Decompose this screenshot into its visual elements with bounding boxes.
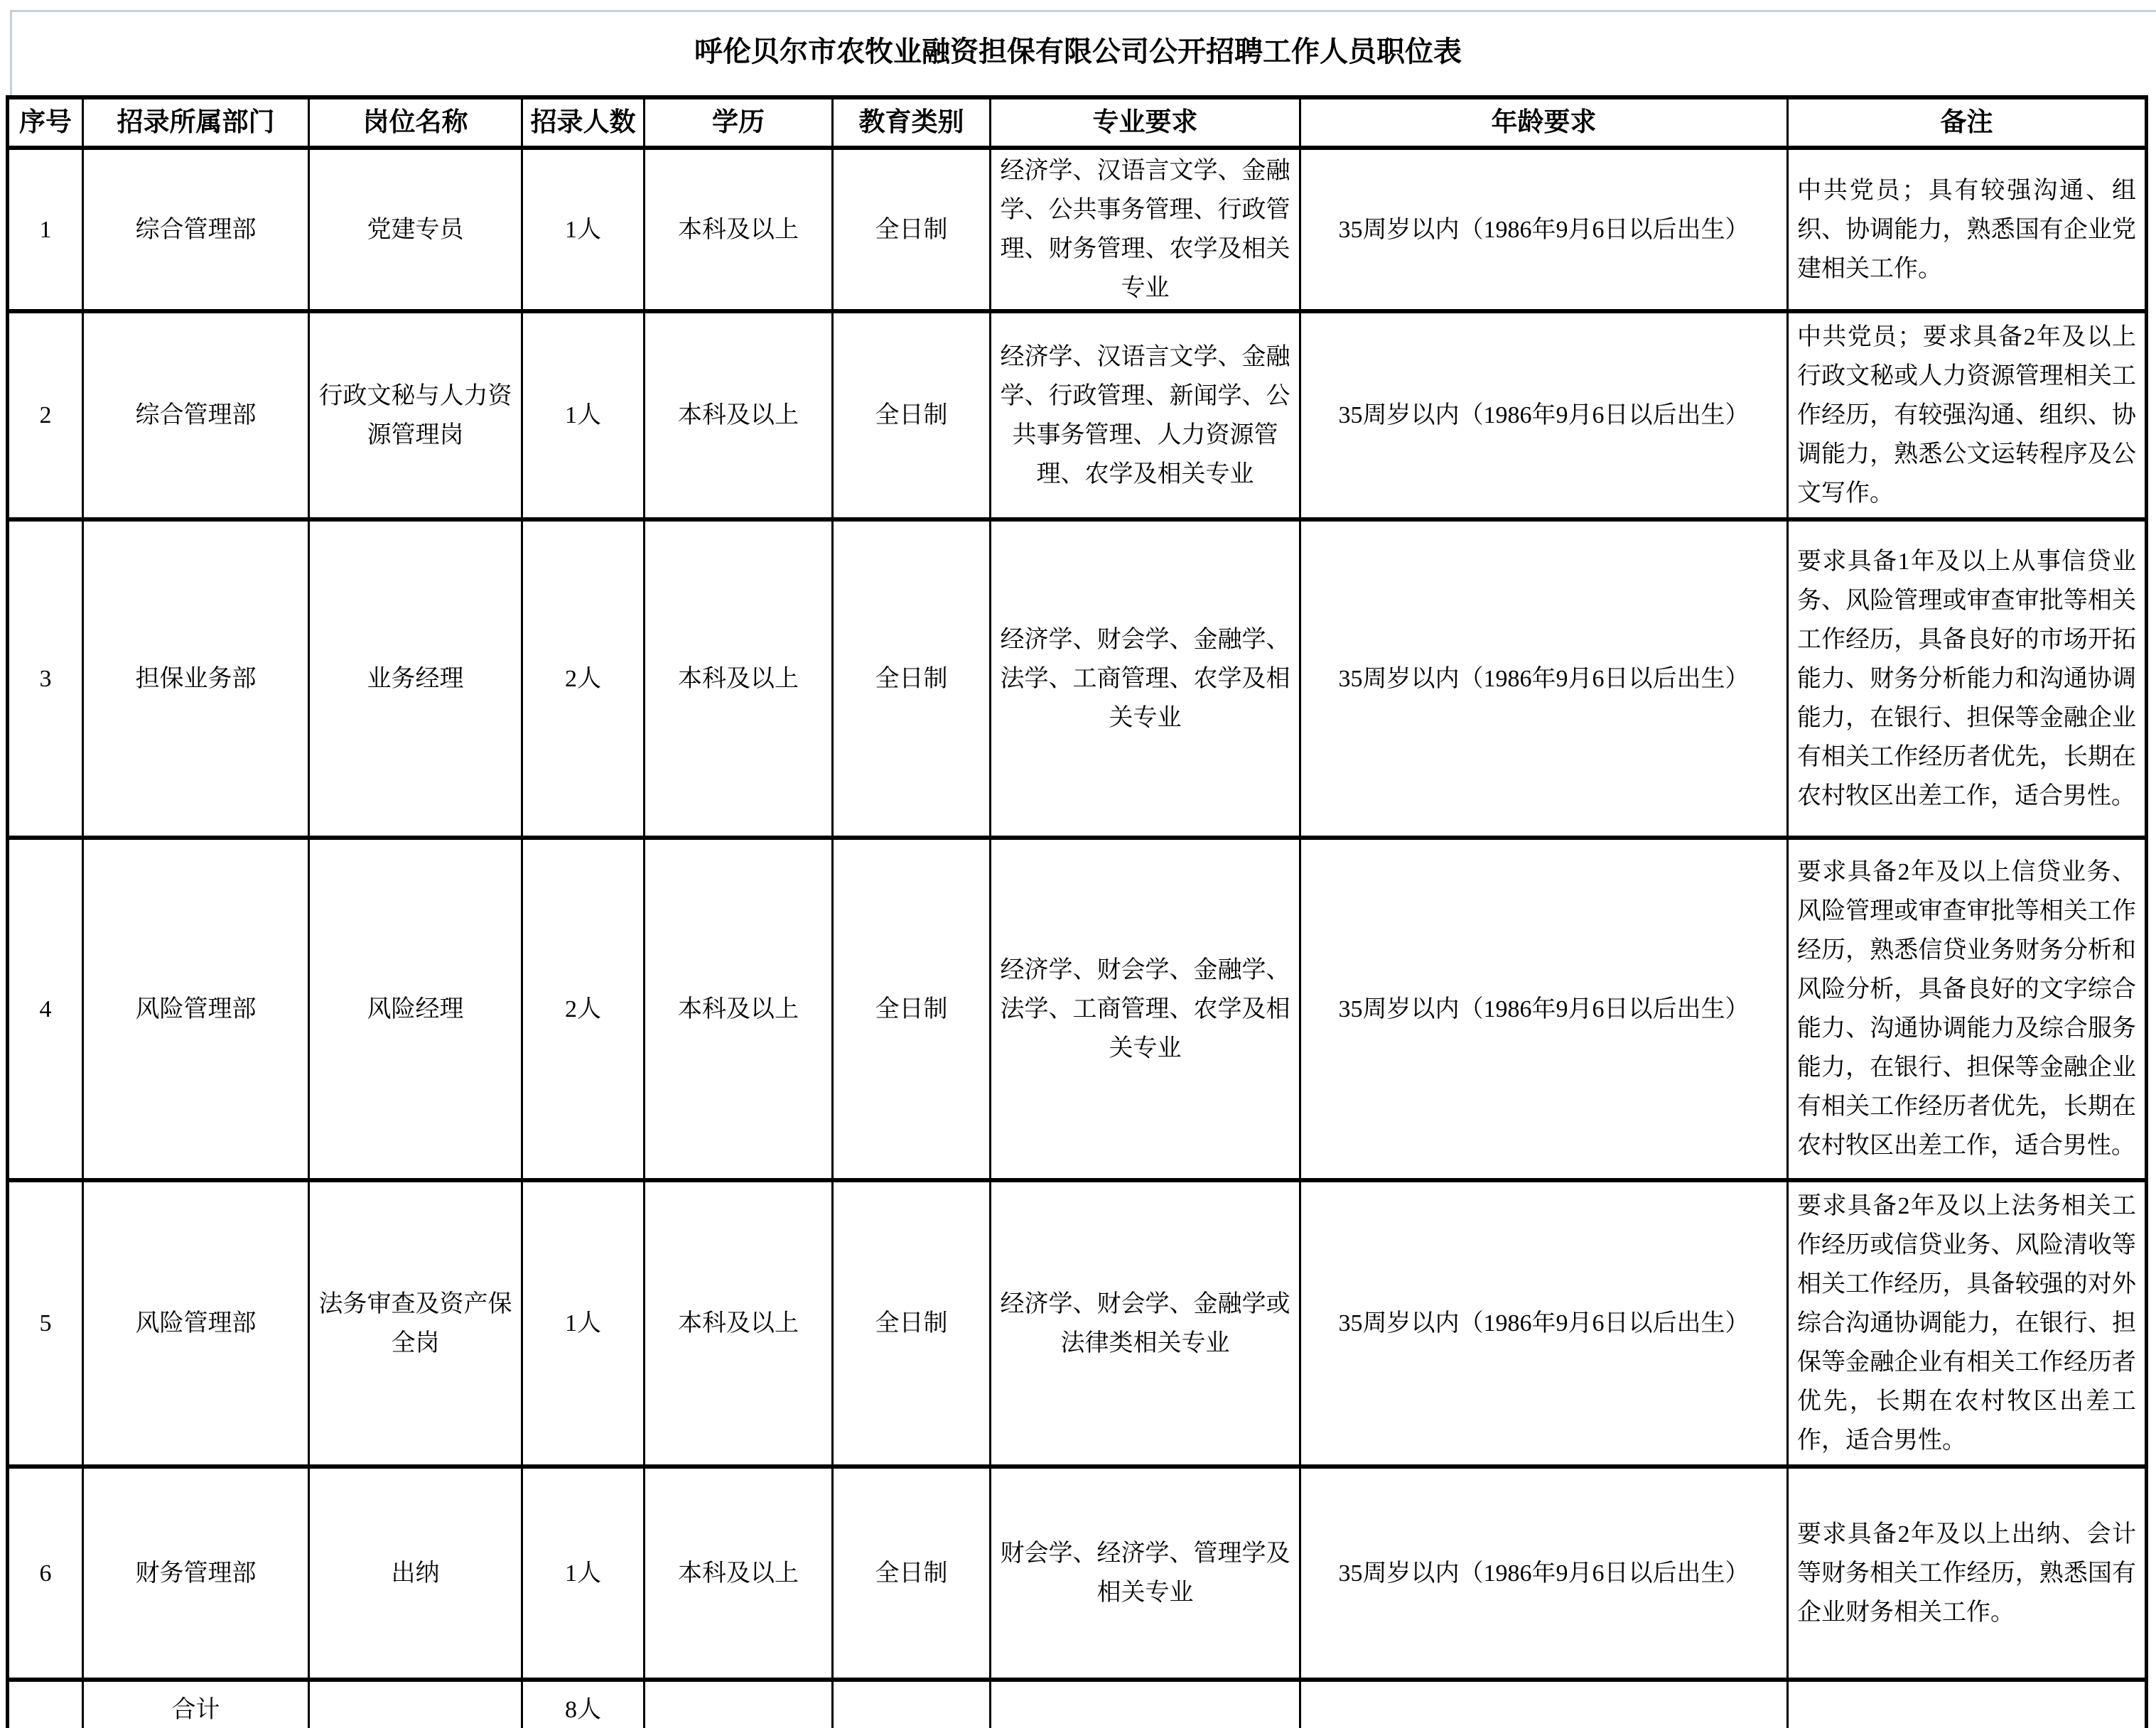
total-row — [8, 1680, 2147, 1728]
cell-seq: 2 — [8, 311, 83, 519]
cell-major: 财会学、经济学、管理学及相关专业 — [991, 1467, 1300, 1680]
cell-headcount: 1人 — [522, 1180, 645, 1467]
col-header-department: 招录所属部门 — [83, 97, 309, 148]
cell-position: 风险经理 — [309, 838, 522, 1180]
cell-empty — [1300, 1680, 1788, 1728]
cell-department: 综合管理部 — [83, 311, 309, 519]
cell-headcount: 2人 — [522, 838, 645, 1180]
cell-remarks: 中共党员；具有较强沟通、组织、协调能力，熟悉国有企业党建相关工作。 — [1788, 148, 2147, 311]
cell-education-type: 全日制 — [833, 311, 991, 519]
cell-education-type: 全日制 — [833, 519, 991, 838]
cell-major: 经济学、汉语言文学、金融学、公共事务管理、行政管理、财务管理、农学及相关专业 — [991, 148, 1300, 311]
page-title: 呼伦贝尔市农牧业融资担保有限公司公开招聘工作人员职位表 — [694, 35, 1462, 68]
cell-headcount: 1人 — [522, 311, 645, 519]
cell-education-type: 全日制 — [833, 1467, 991, 1680]
cell-education-type: 全日制 — [833, 1180, 991, 1467]
cell-seq: 3 — [8, 519, 83, 838]
cell-remarks: 中共党员；要求具备2年及以上行政文秘或人力资源管理相关工作经历，有较强沟通、组织、协调能力，熟悉公文运转程序及公文写作。 — [1788, 311, 2147, 519]
cell-education: 本科及以上 — [645, 1467, 833, 1680]
cell-empty — [309, 1680, 522, 1728]
cell-position: 出纳 — [309, 1467, 522, 1680]
table-row-5 — [8, 1180, 2147, 1467]
cell-education: 本科及以上 — [645, 838, 833, 1180]
cell-education: 本科及以上 — [645, 311, 833, 519]
header-row — [8, 97, 2147, 148]
cell-education: 本科及以上 — [645, 148, 833, 311]
cell-position: 法务审查及资产保全岗 — [309, 1180, 522, 1467]
cell-education-type: 全日制 — [833, 148, 991, 311]
cell-department: 担保业务部 — [83, 519, 309, 838]
col-header-major: 专业要求 — [991, 97, 1300, 148]
cell-empty — [991, 1680, 1300, 1728]
cell-major: 经济学、汉语言文学、金融学、行政管理、新闻学、公共事务管理、人力资源管理、农学及相关专业 — [991, 311, 1300, 519]
cell-headcount: 1人 — [522, 1467, 645, 1680]
cell-department: 财务管理部 — [83, 1467, 309, 1680]
cell-major: 经济学、财会学、金融学、法学、工商管理、农学及相关专业 — [991, 838, 1300, 1180]
cell-headcount: 1人 — [522, 148, 645, 311]
cell-department: 综合管理部 — [83, 148, 309, 311]
cell-position: 业务经理 — [309, 519, 522, 838]
cell-major: 经济学、财会学、金融学、法学、工商管理、农学及相关专业 — [991, 519, 1300, 838]
cell-remarks: 要求具备1年及以上从事信贷业务、风险管理或审查审批等相关工作经历，具备良好的市场开拓能力、财务分析能力和沟通协调能力，在银行、担保等金融企业有相关工作经历者优先，长期在农村牧区出差工作，适合男性。 — [1788, 519, 2147, 838]
cell-seq: 5 — [8, 1180, 83, 1467]
cell-remarks: 要求具备2年及以上法务相关工作经历或信贷业务、风险清收等相关工作经历，具备较强的对外综合沟通协调能力，在银行、担保等金融企业有相关工作经历者优先，长期在农村牧区出差工作，适合男性。 — [1788, 1180, 2147, 1467]
cell-position: 行政文秘与人力资源管理岗 — [309, 311, 522, 519]
cell-age: 35周岁以内（1986年9月6日以后出生） — [1300, 838, 1788, 1180]
cell-remarks: 要求具备2年及以上出纳、会计等财务相关工作经历，熟悉国有企业财务相关工作。 — [1788, 1467, 2147, 1680]
table-row-1 — [8, 148, 2147, 311]
cell-empty — [833, 1680, 991, 1728]
cell-seq: 4 — [8, 838, 83, 1180]
cell-age: 35周岁以内（1986年9月6日以后出生） — [1300, 311, 1788, 519]
col-header-age: 年龄要求 — [1300, 97, 1788, 148]
table-row-2 — [8, 311, 2147, 519]
cell-department: 风险管理部 — [83, 1180, 309, 1467]
col-header-education-type: 教育类别 — [833, 97, 991, 148]
cell-age: 35周岁以内（1986年9月6日以后出生） — [1300, 519, 1788, 838]
col-header-seq: 序号 — [8, 97, 83, 148]
cell-empty — [1788, 1680, 2147, 1728]
col-header-education: 学历 — [645, 97, 833, 148]
total-label: 合计 — [83, 1680, 309, 1728]
cell-education-type: 全日制 — [833, 838, 991, 1180]
cell-remarks: 要求具备2年及以上信贷业务、风险管理或审查审批等相关工作经历，熟悉信贷业务财务分析和风险分析，具备良好的文字综合能力、沟通协调能力及综合服务能力，在银行、担保等金融企业有相关工作经历者优先，长期在农村牧区出差工作，适合男性。 — [1788, 838, 2147, 1180]
cell-age: 35周岁以内（1986年9月6日以后出生） — [1300, 1180, 1788, 1467]
cell-position: 党建专员 — [309, 148, 522, 311]
cell-seq: 6 — [8, 1467, 83, 1680]
cell-seq: 1 — [8, 148, 83, 311]
cell-department: 风险管理部 — [83, 838, 309, 1180]
col-header-remarks: 备注 — [1788, 97, 2147, 148]
cell-age: 35周岁以内（1986年9月6日以后出生） — [1300, 1467, 1788, 1680]
cell-age: 35周岁以内（1986年9月6日以后出生） — [1300, 148, 1788, 311]
col-header-position: 岗位名称 — [309, 97, 522, 148]
jobs-table — [6, 95, 2148, 1728]
table-row-3 — [8, 519, 2147, 838]
col-header-headcount: 招录人数 — [522, 97, 645, 148]
cell-major: 经济学、财会学、金融学或法律类相关专业 — [991, 1180, 1300, 1467]
table-row-4 — [8, 838, 2147, 1180]
cell-headcount: 2人 — [522, 519, 645, 838]
cell-education: 本科及以上 — [645, 519, 833, 838]
table-row-6 — [8, 1467, 2147, 1680]
cell-education: 本科及以上 — [645, 1180, 833, 1467]
cell-empty — [645, 1680, 833, 1728]
cell-empty — [8, 1680, 83, 1728]
total-count: 8人 — [522, 1680, 645, 1728]
